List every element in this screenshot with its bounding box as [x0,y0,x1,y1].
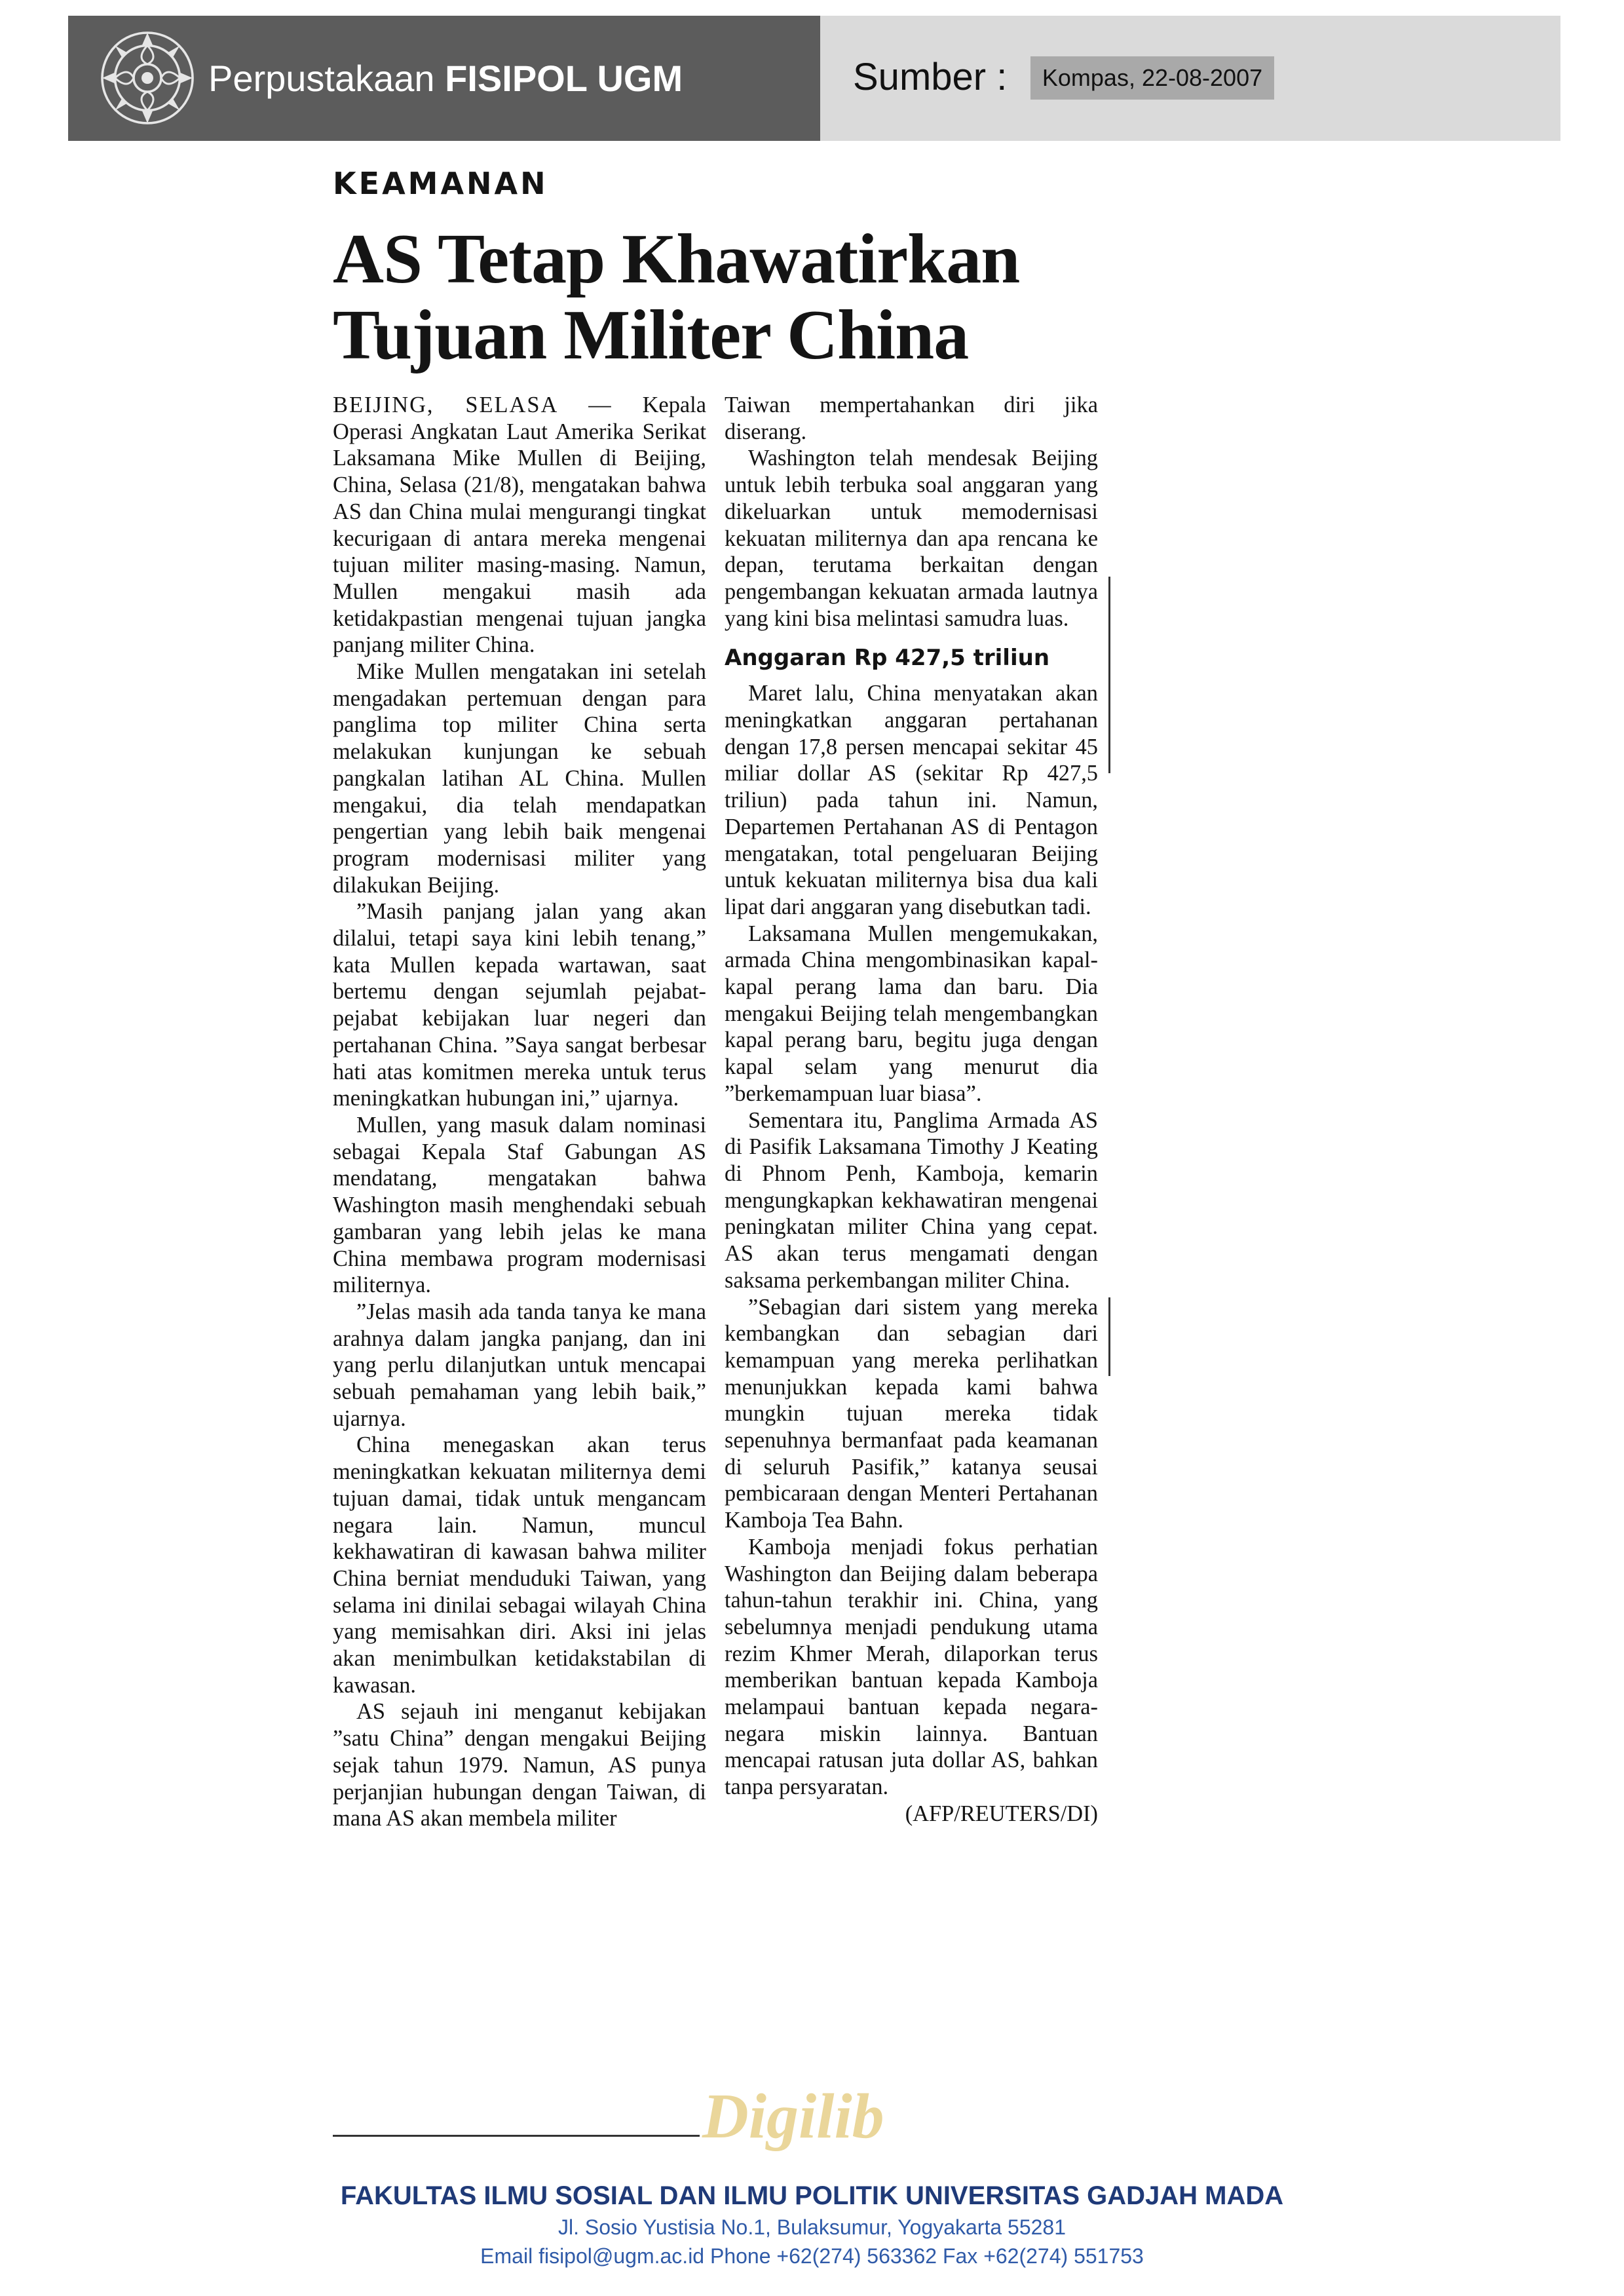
source-value: Kompas, 22-08-2007 [1030,56,1274,100]
paragraph: Mike Mullen mengatakan ini setelah mengadakan pertemuan dengan para panglima top militer China serta melakukan kunjungan ke sebuah pangkalan latihan AL China. Mullen mengakui, dia telah mendapatkan pengertian yang lebih baik mengenai program modernisasi militer yang dilakukan Beijing. [333,659,706,898]
library-name-bold: FISIPOL UGM [445,58,683,99]
faculty-address: Jl. Sosio Yustisia No.1, Bulaksumur, Yogyakarta 55281 [558,2215,1066,2239]
paragraph: Kamboja menjadi fokus perhatian Washington dan Beijing dalam beberapa tahun-tahun terakhir ini. China, yang sebelumnya menjadi pendukung utama rezim Khmer Merah, dilaporkan terus memberikan bantuan kepada Kamboja melampaui bantuan kepada negara-negara miskin lainnya. Bantuan mencapai ratusan juta dollar AS, bahkan tanpa persyaratan. [725,1534,1098,1800]
faculty-contact: Email fisipol@ugm.ac.id Phone +62(274) 563362 Fax +62(274) 551753 [480,2244,1144,2268]
paragraph: AS sejauh ini menganut kebijakan ”satu China” dengan mengakui Beijing sejak tahun 1979. Namun, AS punya perjanjian hubungan dengan Taiwan, di mana AS akan membela militer [333,1699,706,1831]
paragraph: Laksamana Mullen mengemukakan, armada China mengombinasikan kapal-kapal perang lama dan baru. Dia mengakui Beijing telah mengembangkan kapal perang baru, begitu juga dengan kapal selam yang menurut dia ”berkemampuan luar biasa”. [725,921,1098,1106]
dateline: BEIJING, SELASA — [333,392,613,417]
clipping-edge-line [1108,577,1110,773]
library-name [208,54,683,104]
article-headline [333,221,1119,373]
paragraph: Washington telah mendesak Beijing untuk lebih terbuka soal anggaran yang dikeluarkan untuk memodernisasi kekuatan militernya dan apa rencana ke depan, terutama berkaitan dengan pengembangan kekuatan armada lautnya yang kini bisa melintasi samudra luas. [725,446,1098,631]
article-column-2 [725,392,1098,1827]
paragraph: Mullen, yang masuk dalam nominasi sebagai Kepala Staf Gabungan AS mendatang, mengatakan bahwa Washington masih menghendaki sebuah gambaran yang lebih jelas ke mana China membawa program modernisasi militernya. [333,1112,706,1298]
article-column-1 [333,392,706,1832]
header-dark-panel [68,16,820,141]
paragraph: China menegaskan akan terus meningkatkan kekuatan militernya demi tujuan damai, tidak untuk mengancam negara lain. Namun, muncul kekhawatiran di kawasan bahwa militer China berniat menduduki Taiwan, yang selama ini dinilai sebagai wilayah China yang memisahkan diri. Aksi ini jelas akan menimbulkan ketidakstabilan di kawasan. [333,1432,706,1698]
library-name-prefix: Perpustakaan [208,58,445,99]
paragraph-text: Kepala Operasi Angkatan Laut Amerika Serikat Laksamana Mike Mullen di Beijing, China, Selasa (21/8), mengatakan bahwa AS dan China mulai mengurangi tingkat kecurigaan di antara mereka mengenai tujuan militer masing-masing. Namun, Mullen mengakui masih ada ketidakpastian mengenai tujuan jangka panjang militer China. [333,392,706,658]
article-subheading: Anggaran Rp 427,5 triliun [725,645,1050,672]
faculty-name: FAKULTAS ILMU SOSIAL DAN ILMU POLITIK UNIVERSITAS GADJAH MADA [340,2181,1284,2210]
page-footer [0,2179,1624,2270]
paragraph: Taiwan mempertahankan diri jika diserang. [725,392,1098,444]
article-credit: (AFP/REUTERS/DI) [905,1801,1098,1826]
clipping-edge-line [1108,1297,1110,1376]
headline-line-2: Tujuan Militer China [333,296,969,374]
article-kicker: KEAMANAN [333,166,548,201]
library-header [68,16,1560,141]
ugm-seal-logo [98,29,197,127]
paragraph: ”Masih panjang jalan yang akan dilalui, tetapi saya kini lebih tenang,” kata Mullen kepada wartawan, saat bertemu dengan sejumlah pejabat-pejabat kebijakan luar negeri dan pertahanan China. ”Saya sangat berbesar hati atas komitmen mereka untuk terus meningkatkan hubungan ini,” ujarnya. [333,899,706,1111]
paragraph: ”Jelas masih ada tanda tanya ke mana arahnya dalam jangka panjang, dan ini yang perlu dilanjutkan untuk mencapai sebuah pemahaman yang lebih baik,” ujarnya. [333,1299,706,1431]
paragraph: ”Sebagian dari sistem yang mereka kembangkan dan sebagian dari kemampuan yang mereka perlihatkan menunjukkan kepada kami bahwa mungkin tujuan mereka tidak sepenuhnya bermanfaat pada keamanan di seluruh Pasifik,” katanya seusai pembicaraan dengan Menteri Pertahanan Kamboja Tea Bahn. [725,1294,1098,1533]
clipping-edge-line [333,2135,700,2137]
paragraph: Sementara itu, Panglima Armada AS di Pasifik Laksamana Timothy J Keating di Phnom Penh, Kamboja, kemarin mengungkapkan kekhawatiran mengenai peningkatan militer China yang cepat. AS akan terus mengamati dengan saksama perkembangan militer China. [725,1107,1098,1293]
source-label: Sumber : [853,56,1008,98]
watermark-text: Digilib [702,2081,884,2152]
headline-line-1: AS Tetap Khawatirkan [333,220,1020,298]
paragraph [333,392,706,659]
paragraph: Maret lalu, China menyatakan akan meningkatkan anggaran pertahanan dengan 17,8 persen mencapai sekitar 45 miliar dollar AS (sekitar Rp 427,5 triliun) pada tahun ini. Namun, Departemen Pertahanan AS di Pentagon mengatakan, total pengeluaran Beijing untuk kekuatan militernya bisa dua kali lipat dari anggaran yang disebutkan tadi. [725,681,1098,919]
digilib-watermark [696,2077,945,2156]
